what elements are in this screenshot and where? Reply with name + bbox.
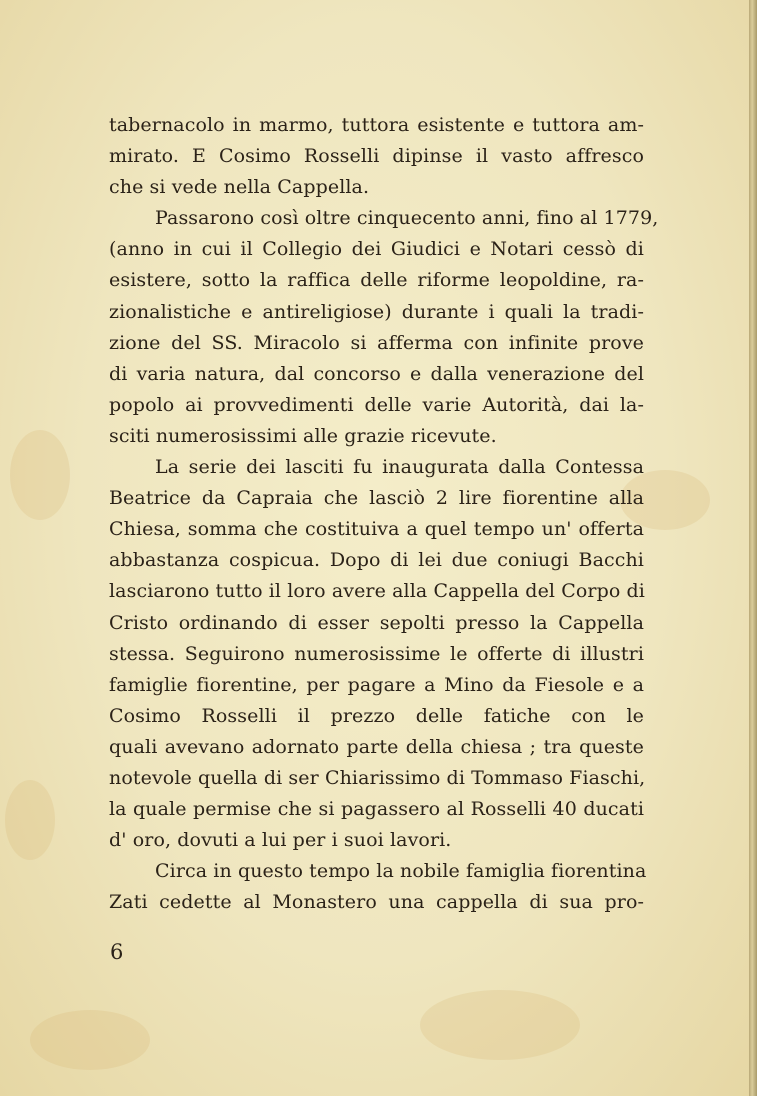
text-line: popolo ai provvedimenti delle varie Autorità, dai la- [109, 393, 644, 416]
text-line: zionalistiche e antireligiose) durante i quali la tradi- [109, 300, 644, 323]
body-text [109, 110, 659, 918]
paragraph [109, 203, 659, 452]
text-line: sciti numerosissimi alle grazie ricevute. [109, 424, 497, 447]
text-line: Chiesa, somma che costituiva a quel tempo un' offerta [109, 518, 644, 541]
text-line: esistere, sotto la raffica delle riforme leopoldine, ra- [109, 269, 644, 292]
text-line: famiglie fiorentine, per pagare a Mino da Fiesole e a [109, 673, 644, 696]
text-line: d' oro, dovuti a lui per i suoi lavori. [109, 829, 452, 852]
text-line: quali avevano adornato parte della chiesa ; tra queste [109, 735, 644, 758]
text-line: tabernacolo in marmo, tuttora esistente e tuttora am- [109, 114, 644, 136]
text-line: Cristo ordinando di esser sepolti presso la Cappella [109, 611, 644, 634]
text-line: Cosimo Rosselli il prezzo delle fatiche con le [109, 704, 644, 727]
text-line: La serie dei lasciti fu inaugurata dalla Contessa [155, 456, 644, 479]
paper-stain [10, 430, 70, 520]
page-edge [749, 0, 757, 1096]
text-line: zione del SS. Miracolo si afferma con infinite prove [109, 331, 644, 354]
text-line: abbastanza cospicua. Dopo di lei due coniugi Bacchi [109, 549, 644, 572]
paper-stain [5, 780, 55, 860]
text-line: che si vede nella Cappella. [109, 176, 370, 199]
paragraph [109, 110, 644, 203]
paragraph [109, 452, 644, 856]
text-line: la quale permise che si pagassero al Rosselli 40 ducati [109, 798, 644, 821]
text-line: notevole quella di ser Chiarissimo di Tommaso Fiaschi, [109, 766, 646, 789]
text-line: Passarono così oltre cinquecento anni, fino al 1779, [155, 207, 659, 230]
page-number: 6 [110, 940, 124, 964]
text-line: (anno in cui il Collegio dei Giudici e Notari cessò di [109, 238, 644, 261]
text-line: Zati cedette al Monastero una cappella di sua pro- [109, 891, 644, 914]
text-line: Beatrice da Capraia che lasciò 2 lire fiorentine alla [109, 487, 644, 510]
text-line: mirato. E Cosimo Rosselli dipinse il vasto affresco [109, 145, 644, 168]
paragraph [109, 856, 647, 918]
text-line: di varia natura, dal concorso e dalla venerazione del [109, 362, 644, 385]
text-line: stessa. Seguirono numerosissime le offerte di illustri [109, 642, 644, 665]
text-line: Circa in questo tempo la nobile famiglia fiorentina [155, 860, 647, 883]
text-line: lasciarono tutto il loro avere alla Cappella del Corpo di [109, 580, 645, 603]
paper-stain [30, 1010, 150, 1070]
paper-stain [420, 990, 580, 1060]
